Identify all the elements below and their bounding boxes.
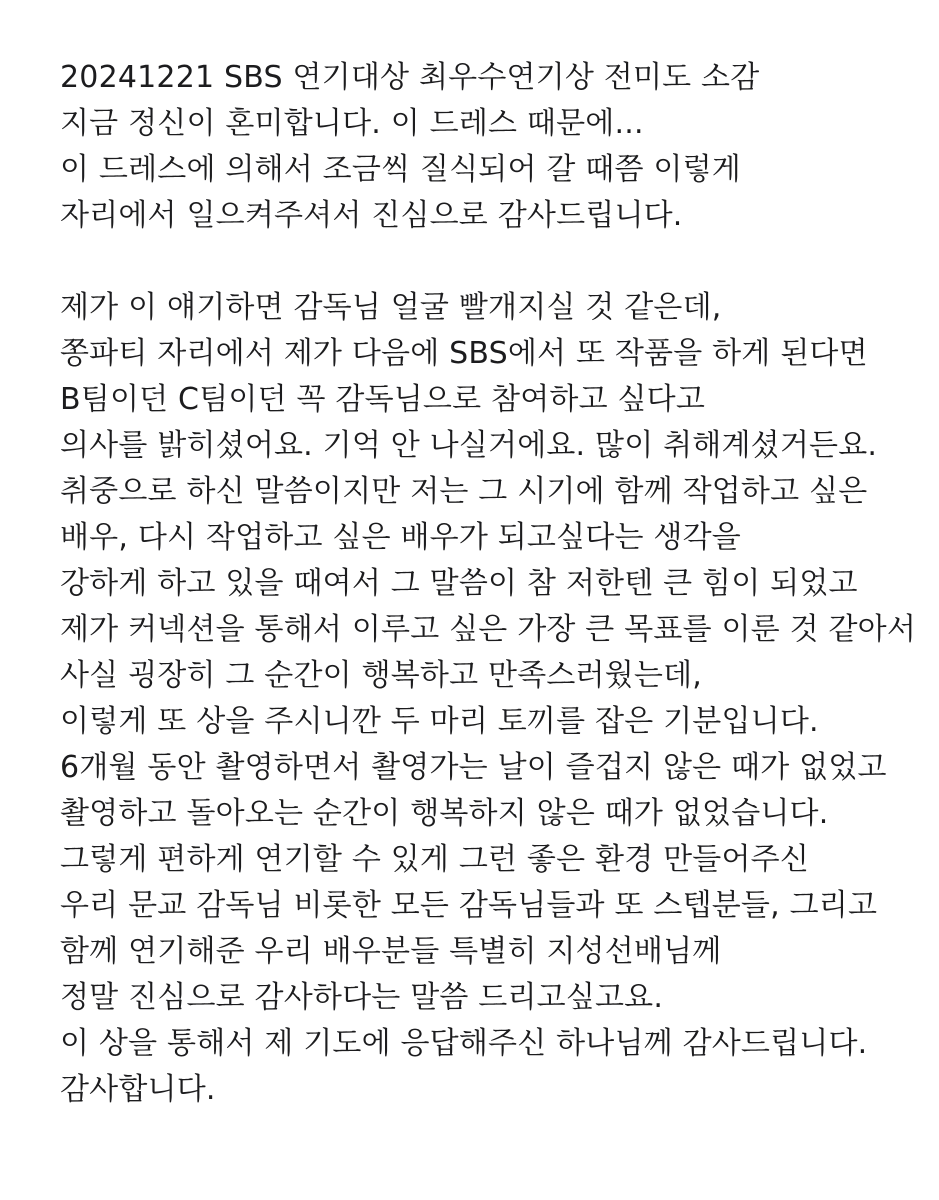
note-line: 지금 정신이 혼미합니다. 이 드레스 때문에...: [60, 106, 644, 141]
note-line: 정말 진심으로 감사하다는 말씀 드리고싶고요.: [60, 980, 664, 1015]
note-line: 이렇게 또 상을 주시니깐 두 마리 토끼를 잡은 기분입니다.: [60, 704, 819, 739]
note-line: 함께 연기해준 우리 배우분들 특별히 지성선배님께: [60, 934, 722, 969]
note-line: 우리 문교 감독님 비롯한 모든 감독님들과 또 스텝분들, 그리고: [60, 888, 878, 923]
note-line: B팀이던 C팀이던 꼭 감독님으로 참여하고 싶다고: [60, 382, 706, 417]
note-line: 이 드레스에 의해서 조금씩 질식되어 갈 때쯤 이렇게: [60, 152, 741, 187]
note-line: 20241221 SBS 연기대상 최우수연기상 전미도 소감: [60, 60, 760, 95]
note-line: 이 상을 통해서 제 기도에 응답해주신 하나님께 감사드립니다.: [60, 1026, 868, 1061]
note-line: 제가 이 얘기하면 감독님 얼굴 빨개지실 것 같은데,: [60, 290, 722, 325]
note-body: [60, 55, 920, 1113]
paragraph-gap: [60, 239, 920, 285]
note-line: 의사를 밝히셨어요. 기억 안 나실거에요. 많이 취해계셨거든요.: [60, 428, 878, 463]
note-line: 쫑파티 자리에서 제가 다음에 SBS에서 또 작품을 하게 된다면: [60, 336, 868, 371]
note-line: 사실 굉장히 그 순간이 행복하고 만족스러웠는데,: [60, 658, 703, 693]
note-line: 배우, 다시 작업하고 싶은 배우가 되고싶다는 생각을: [60, 520, 741, 555]
note-line: 6개월 동안 촬영하면서 촬영가는 날이 즐겁지 않은 때가 없었고: [60, 750, 887, 785]
note-line: 감사합니다.: [60, 1072, 216, 1107]
note-line: 그렇게 편하게 연기할 수 있게 그런 좋은 환경 만들어주신: [60, 842, 810, 877]
note-line: 자리에서 일으켜주셔서 진심으로 감사드립니다.: [60, 198, 683, 233]
note-line: 촬영하고 돌아오는 순간이 행복하지 않은 때가 없었습니다.: [60, 796, 829, 831]
note-line: 취중으로 하신 말씀이지만 저는 그 시기에 함께 작업하고 싶은: [60, 474, 868, 509]
note-line: 강하게 하고 있을 때여서 그 말씀이 참 저한텐 큰 힘이 되었고: [60, 566, 858, 601]
note-line: 제가 커넥션을 통해서 이루고 싶은 가장 큰 목표를 이룬 것 같아서: [60, 612, 917, 647]
